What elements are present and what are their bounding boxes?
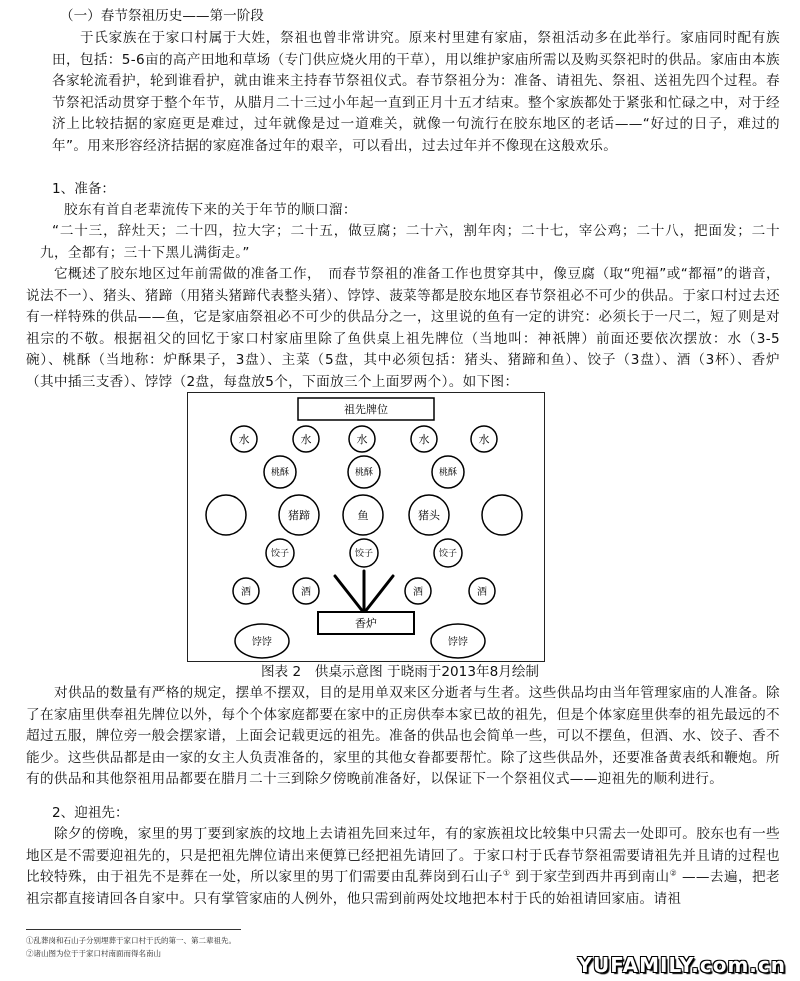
- water-bowl: [349, 426, 375, 452]
- svg-text:鱼: 鱼: [357, 509, 369, 522]
- main-dish-plate-empty: [482, 495, 522, 535]
- svg-text:水: 水: [478, 433, 490, 446]
- main-dish-plate-empty: [206, 495, 246, 535]
- site-watermark: YUFAMILY.com.cn: [577, 953, 786, 977]
- svg-text:猪蹄: 猪蹄: [288, 509, 310, 522]
- paragraph-preparation: 它概述了胶东地区过年前需做的准备工作， 而春节祭祖的准备工作也贯穿其中，像豆腐（取“兜福”或“都福”的谐音，说法不一）、猪头、猪蹄（用猪头猪蹄代表整头猪）、饽饽、菠菜等都是胶东地区春节祭祖必不可少的供品。于家口村过去还有一样特殊的供品——鱼，它是家庙祭祖必不可少的供品分之一，这里说的鱼有一定的讲究：必须长于一尺二，短了则是对祖宗的不敬。根据祖父的回忆于家口村家庙里除了鱼供桌上祖先牌位（当地叫：神祇牌）前面还要依次摆放：水（3-5碗）、桃酥（当地称：炉酥果子，3盘）、主菜（5盘，其中必须包括：猪头、猪蹄和鱼）、饺子（3盘）、酒（3杯）、香炉（其中插三支香）、饽饽（2盘，每盘放5个，下面放三个上面罗两个）。如下图：: [26, 266, 780, 390]
- footnote-1: ①乱葬岗和石山子分别埋葬于家口村于氏的第一、第二辈祖先。: [26, 936, 236, 945]
- svg-text:饺子: 饺子: [270, 549, 290, 559]
- footnote-divider: [26, 929, 241, 930]
- footnote-ref-2[interactable]: ②: [669, 868, 678, 878]
- svg-text:水: 水: [238, 433, 250, 446]
- bun-plate: [235, 624, 289, 658]
- svg-text:桃酥: 桃酥: [438, 468, 458, 478]
- svg-text:桃酥: 桃酥: [270, 468, 290, 478]
- svg-text:猪头: 猪头: [418, 509, 440, 522]
- wine-cup: [405, 578, 431, 604]
- fish-plate: [343, 495, 383, 535]
- water-bowl: [293, 426, 319, 452]
- svg-text:酒: 酒: [301, 587, 311, 598]
- svg-text:饺子: 饺子: [438, 549, 458, 559]
- paragraph-welcome-part2: 到于家茔到西井再到南山: [510, 869, 670, 886]
- water-bowl: [231, 426, 257, 452]
- paragraph-offerings: 对供品的数量有严格的规定，摆单不摆双，目的是用单双来区分逝者与生者。这些供品均由当年管理家庙的人准备。除了在家庙里供奉祖先牌位以外，每个个体家庭都要在家中的正房供奉本家已故的祖先，但是个体家庭里供奉的祖先最远的不超过五服，牌位旁一般会摆家谱，上面会记载更远的祖先。准备的供品也会简单一些，可以不摆鱼，但酒、水、饺子、香不能少。这些供品都是由一家的女主人负责准备的，家里的其他女眷都要帮忙。除了这些供品外，还要准备黄表纸和鞭炮。所有的供品和其他祭祖用品都要在腊月二十三到除夕傍晚前准备好，以保证下一个祭祖仪式——迎祖先的顺利进行。: [26, 685, 780, 788]
- incense-sticks: [335, 571, 393, 613]
- paragraph-intro: 于氏家族在于家口村属于大姓，祭祖也曾非常讲究。原来村里建有家庙，祭祖活动多在此举行。家庙同时配有族田，包括：5-6亩的高产田地和草场（专门供应烧火用的干草），用以维护家庙所需以及购买祭祀时的供品。家庙由本族各家轮流看护，轮到谁看护，就由谁来主持春节祭祖仪式。春节祭祖分为：准备、请祖先、祭祖、送祖先四个过程。春节祭祀活动贯穿于整个年节，从腊月二十三过小年起一直到正月十五才结束。整个家族都处于紧张和忙碌之中，对于经济上比较拮据的家庭更是难过，过年就像是过一道难关，就像一句流行在胶东地区的老话——“好过的日子，难过的年”。用来形容经济拮据的家庭准备过年的艰辛，可以看出，过去过年并不像现在这般欢乐。: [52, 30, 780, 154]
- trotter-plate: [279, 495, 319, 535]
- heading-prep: 1、准备：: [52, 181, 116, 197]
- water-bowl: [411, 426, 437, 452]
- dumpling-plate: [266, 539, 294, 567]
- svg-text:水: 水: [300, 433, 312, 446]
- bun-plate: [431, 624, 485, 658]
- paragraph-ballad-intro: 胶东有首自老辈流传下来的关于年节的顺口溜：: [64, 202, 357, 218]
- svg-text:酒: 酒: [477, 587, 487, 598]
- wine-cup: [233, 578, 259, 604]
- svg-text:饽饽: 饽饽: [448, 637, 468, 648]
- svg-text:酒: 酒: [241, 587, 251, 598]
- svg-text:饺子: 饺子: [354, 549, 374, 559]
- figure-caption: 图表 2 供桌示意图 于晓雨于2013年8月绘制: [260, 664, 540, 680]
- svg-text:酒: 酒: [413, 587, 423, 598]
- dumpling-plate: [350, 539, 378, 567]
- wine-cup: [293, 578, 319, 604]
- heading-welcome: 2、迎祖先：: [52, 805, 129, 821]
- paragraph-ballad: “二十三，辞灶天；二十四，拉大字；二十五，做豆腐；二十六，割年肉；二十七，宰公鸡；二十八，把面发；二十九，全都有；三十下黑儿满街走。”: [40, 223, 780, 261]
- footnote-ref-1[interactable]: ①: [502, 868, 511, 878]
- ancestor-tablet-label: 祖先牌位: [344, 403, 388, 416]
- footnote-2: ②诸山图为位于于家口村南面而得名南山: [26, 949, 161, 958]
- dumpling-plate: [434, 539, 462, 567]
- svg-text:桃酥: 桃酥: [354, 468, 374, 478]
- wine-cup: [469, 578, 495, 604]
- section-title: （一）春节祭祖历史——第一阶段: [60, 8, 264, 24]
- peach-cake-plate: [432, 456, 464, 488]
- censer-label: 香炉: [355, 617, 377, 630]
- water-bowl: [471, 426, 497, 452]
- pig-head-plate: [409, 495, 449, 535]
- svg-text:饽饽: 饽饽: [252, 637, 272, 648]
- paragraph-welcome-part1: 除夕的傍晚，家里的男丁要到家族的坟地上去请祖先回来过年，有的家族祖坟比较集中只需去一处即可。胶东也有一些地区是不需要迎祖先的，只是把祖先牌位请出来便算已经把祖先请回了。于家口村于氏春节祭祖需要请祖先并且请的过程也比较特殊，由于祖先不是葬在一处，所以家里的男丁们需要由乱葬岗到石山子: [26, 826, 780, 886]
- paragraph-welcome-ancestors: [26, 824, 780, 910]
- svg-text:水: 水: [418, 433, 430, 446]
- offering-table-diagram: [187, 392, 545, 662]
- paragraph-welcome-part3: ——去遍，把老祖宗都直接请回各自家中。只有掌管家庙的人例外，他只需到前两处坟地把本村于氏的始祖请回家庙。请祖: [26, 869, 780, 907]
- svg-text:水: 水: [356, 433, 368, 446]
- peach-cake-plate: [348, 456, 380, 488]
- peach-cake-plate: [264, 456, 296, 488]
